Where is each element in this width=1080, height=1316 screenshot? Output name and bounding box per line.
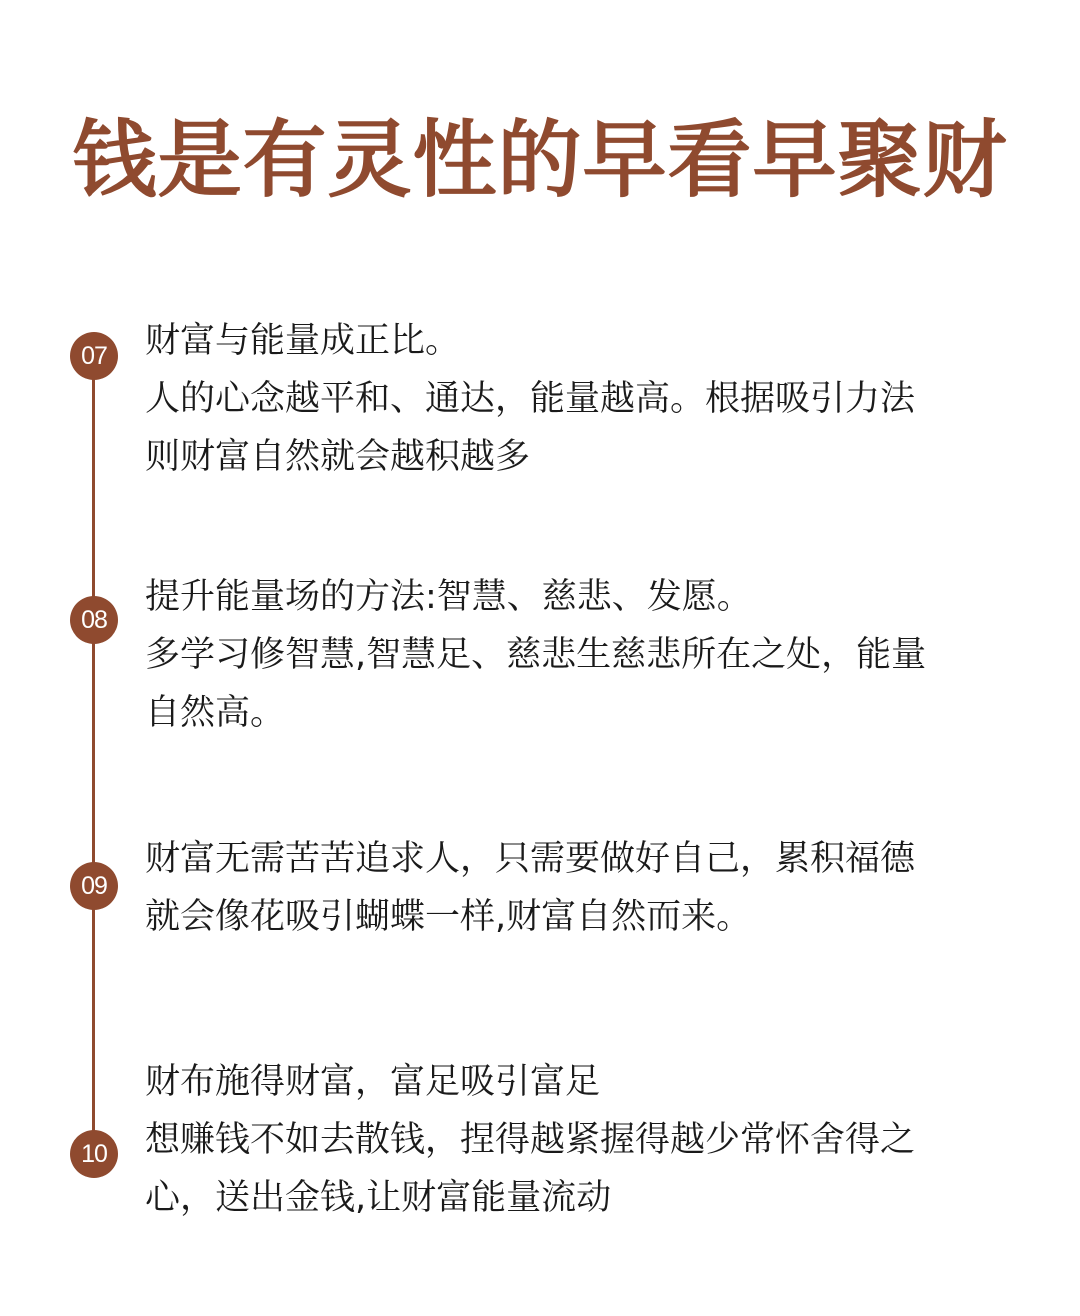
item-text-line: 财布施得财富，富足吸引富足 xyxy=(145,1062,601,1102)
item-text-line: 则财富自然就会越积越多 xyxy=(145,437,531,477)
number-badge-07: 07 xyxy=(70,332,118,380)
item-text-line: 想赚钱不如去散钱，捏得越紧握得越少常怀舍得之 xyxy=(145,1120,916,1160)
number-badge-08: 08 xyxy=(70,596,118,644)
item-text-line: 提升能量场的方法:智慧、慈悲、发愿。 xyxy=(145,577,752,617)
item-text-line: 财富与能量成正比。 xyxy=(145,321,461,361)
item-text-line: 多学习修智慧,智慧足、慈悲生慈悲所在之处，能量 xyxy=(145,635,927,675)
item-text-line: 自然高。 xyxy=(145,693,286,733)
timeline-line xyxy=(92,340,95,1170)
list-item-10 xyxy=(145,1053,1025,1227)
list-item-07 xyxy=(145,312,1025,486)
list-item-09 xyxy=(145,830,1025,946)
item-text-line: 就会像花吸引蝴蝶一样,财富自然而来。 xyxy=(145,897,752,937)
number-badge-10: 10 xyxy=(70,1130,118,1178)
number-badge-09: 09 xyxy=(70,862,118,910)
page-title: 钱是有灵性的早看早聚财 xyxy=(72,111,1008,209)
list-item-08 xyxy=(145,568,1025,742)
item-text-line: 人的心念越平和、通达，能量越高。根据吸引力法 xyxy=(145,379,916,419)
item-text-line: 心，送出金钱,让财富能量流动 xyxy=(145,1178,612,1218)
item-text-line: 财富无需苦苦追求人，只需要做好自己，累积福德 xyxy=(145,839,916,879)
